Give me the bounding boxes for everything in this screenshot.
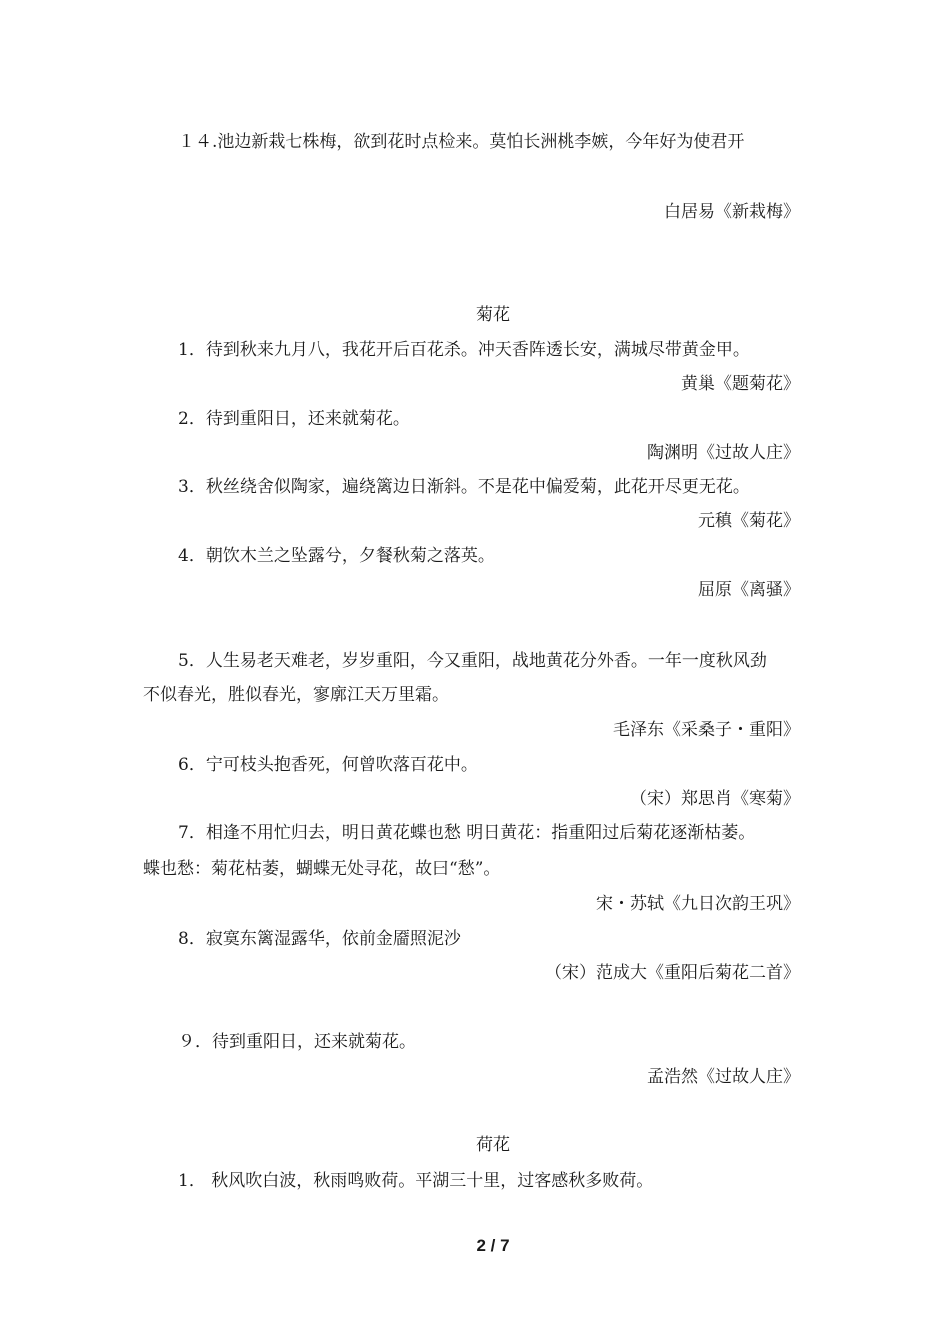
poem-source: 毛泽东《采桑子・重阳》 — [613, 720, 800, 740]
poem-line: 3．秋丝绕舍似陶家，遍绕篱边日渐斜。不是花中偏爱菊，此花开尽更无花。 — [178, 477, 750, 497]
poem-line: 7．相逢不用忙归去，明日黄花蝶也愁 明日黄花：指重阳过后菊花逐渐枯萎。 — [178, 823, 756, 843]
section-heading: 荷花 — [476, 1135, 510, 1155]
poem-line: 1．待到秋来九月八，我花开后百花杀。冲天香阵透长安，满城尽带黄金甲。 — [178, 340, 750, 360]
page-number: 2 / 7 — [476, 1236, 510, 1255]
poem-source: （宋）郑思肖《寒菊》 — [630, 789, 800, 809]
poem-source: 陶渊明《过故人庄》 — [647, 443, 800, 463]
poem-line-continued: 不似春光，胜似春光，寥廓江天万里霜。 — [143, 685, 449, 705]
poem-line: 8．寂寞东篱湿露华，依前金靥照泥沙 — [178, 929, 461, 949]
poem-source: （宋）范成大《重阳后菊花二首》 — [545, 963, 800, 983]
poem-line: １４.池边新栽七株梅，欲到花时点检来。莫怕长洲桃李嫉，今年好为使君开 — [178, 132, 745, 152]
poem-line: 5．人生易老天难老，岁岁重阳，今又重阳，战地黄花分外香。一年一度秋风劲 — [178, 651, 767, 671]
poem-source: 宋・苏轼《九日次韵王巩》 — [596, 894, 800, 914]
poem-source: 元稹《菊花》 — [698, 511, 800, 531]
poem-source: 屈原《离骚》 — [698, 580, 800, 600]
poem-line: 1． 秋风吹白波，秋雨鸣败荷。平湖三十里，过客感秋多败荷。 — [178, 1171, 654, 1191]
poem-line-continued: 蝶也愁：菊花枯萎，蝴蝶无处寻花，故曰“愁”。 — [143, 859, 501, 879]
poem-line: 6．宁可枝头抱香死，何曾吹落百花中。 — [178, 755, 478, 775]
section-heading: 菊花 — [476, 305, 510, 325]
poem-source: 孟浩然《过故人庄》 — [647, 1067, 800, 1087]
poem-source: 白居易《新栽梅》 — [664, 202, 800, 222]
poem-source: 黄巢《题菊花》 — [681, 374, 800, 394]
poem-line: ９．待到重阳日，还来就菊花。 — [178, 1032, 416, 1052]
poem-line: 2．待到重阳日，还来就菊花。 — [178, 409, 410, 429]
poem-line: 4．朝饮木兰之坠露兮，夕餐秋菊之落英。 — [178, 546, 495, 566]
